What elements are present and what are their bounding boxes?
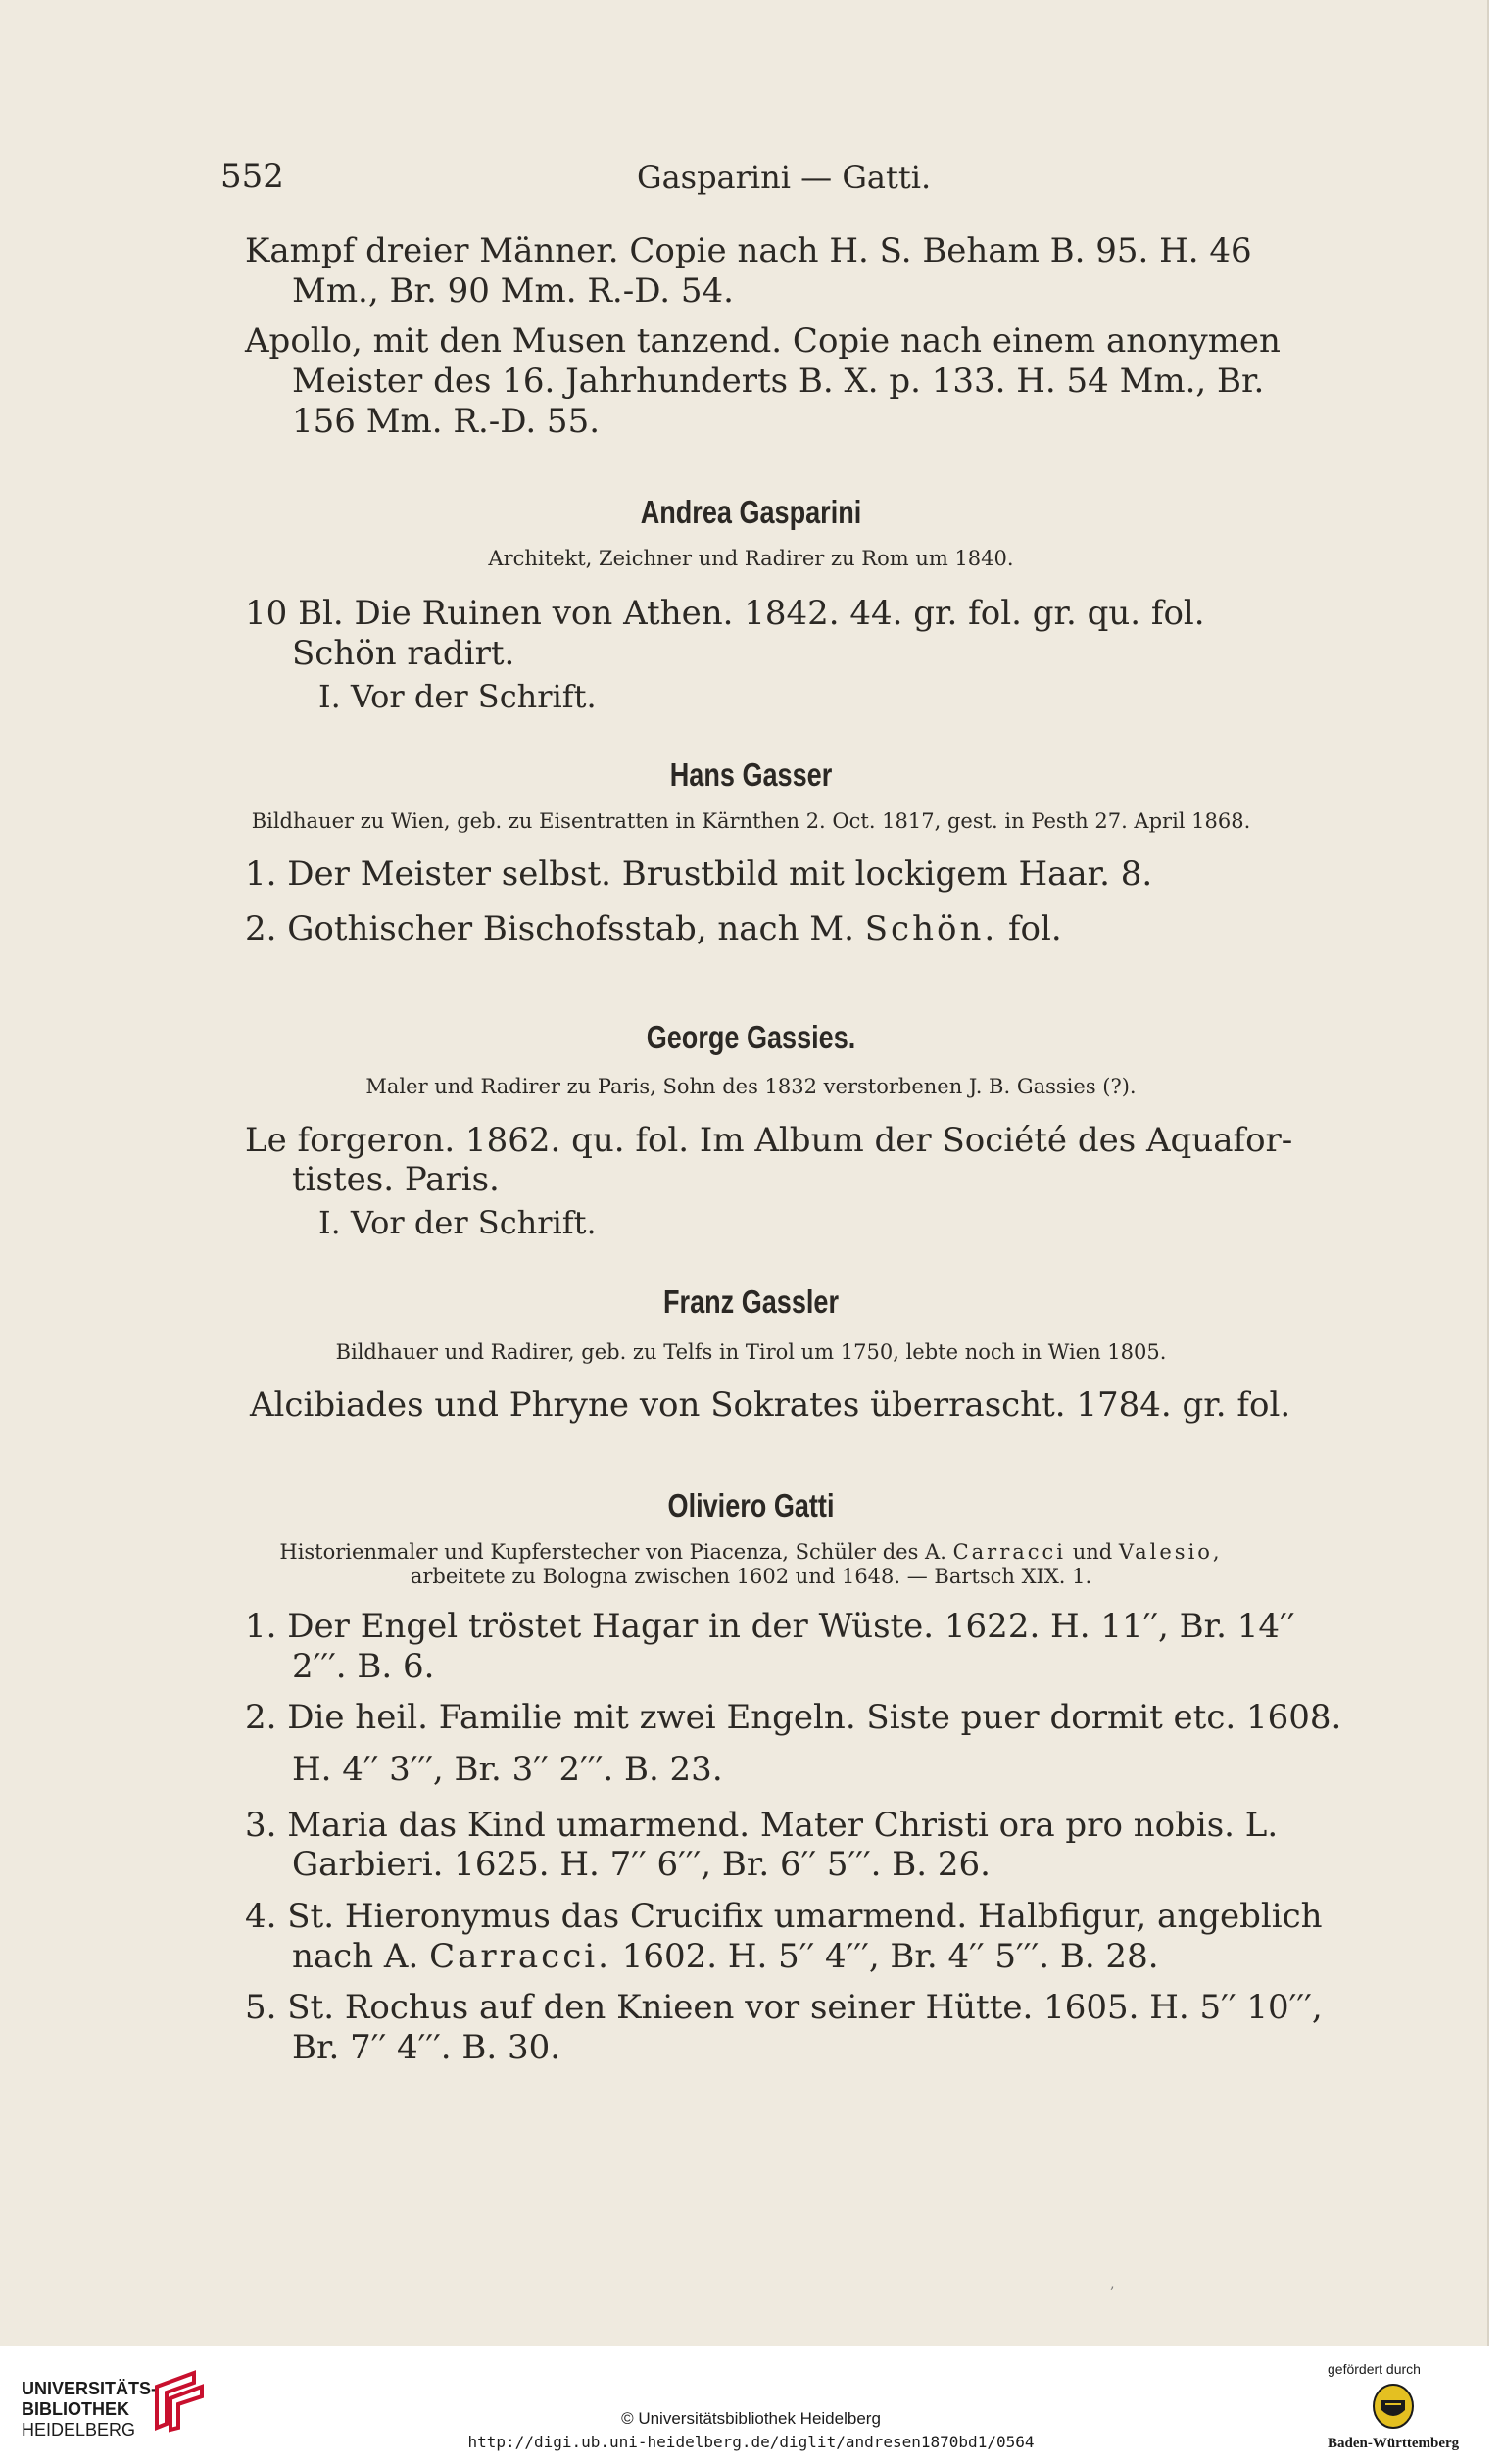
gatti-bio-und: und [1072, 1540, 1113, 1564]
entry-6-line3: 156 Mm. R.-D. 55. [292, 402, 601, 441]
logo-line-3: HEIDELBERG [22, 2420, 136, 2440]
artist-bio-gassies: Maler und Radirer zu Paris, Sohn des 1832 verstorbenen J. B. Gassies (?). [365, 1075, 1137, 1098]
gatti-entry-1-line2: 2′′′. B. 6. [292, 1647, 435, 1686]
page-number: 552 [220, 157, 284, 196]
gasser-entry-2 [245, 909, 1062, 948]
artist-bio-gassler: Bildhauer und Radirer, geb. zu Telfs in Tirol um 1750, lebte noch in Wien 1805. [335, 1340, 1167, 1364]
gatti-entry-4-details: 1602. H. 5′′ 4′′′, Br. 4′′ 5′′′. B. 28. [621, 1937, 1159, 1976]
gatti-entry-2-line2: H. 4′′ 3′′′, Br. 3′′ 2′′′. B. 23. [292, 1750, 723, 1789]
coat-of-arms-icon [1372, 2383, 1415, 2430]
gasser-entry-1: 1. Der Meister selbst. Brustbild mit lockigem Haar. 8. [245, 854, 1153, 894]
gatti-entry-3-line2: Garbieri. 1625. H. 7′′ 6′′′, Br. 6′′ 5′′′. B. 26. [292, 1845, 991, 1884]
gassies-line1: Le forgeron. 1862. qu. fol. Im Album der Société des Aquafor- [245, 1121, 1293, 1160]
entry-5-line1: Kampf dreier Männer. Copie nach H. S. Beham B. 95. H. 46 [245, 231, 1252, 270]
gatti-entry-5-line1: 5. St. Rochus auf den Knieen vor seiner Hütte. 1605. H. 5′′ 10′′′, [245, 1988, 1323, 2027]
artist-bio-gatti-line2: arbeitete zu Bologna zwischen 1602 und 1648. — Bartsch XIX. 1. [410, 1565, 1092, 1588]
gatti-entry-4-line1: 4. St. Hieronymus das Crucifix umarmend. Halbfigur, angeblich [245, 1897, 1323, 1936]
copyright-notice: © Universitätsbibliothek Heidelberg [621, 2409, 881, 2428]
gatti-entry-2-line1: 2. Die heil. Familie mit zwei Engeln. Siste puer dormit etc. 1608. [245, 1698, 1342, 1737]
artist-bio-gasser: Bildhauer zu Wien, geb. zu Eisentratten in Kärnthen 2. Oct. 1817, gest. in Pesth 27. April 1868. [251, 809, 1251, 833]
artist-name-gasparini: Andrea Gasparini [640, 494, 862, 530]
gatti-entry-4-text: nach A. [292, 1937, 419, 1976]
funder-name: Baden-Württemberg [1328, 2436, 1460, 2451]
logo-line-2: BIBLIOTHEK [22, 2399, 129, 2419]
gasparini-line1: 10 Bl. Die Ruinen von Athen. 1842. 44. gr. fol. gr. qu. fol. [245, 594, 1205, 633]
gassler-line1: Alcibiades und Phryne von Sokrates überrascht. 1784. gr. fol. [250, 1385, 1291, 1425]
gatti-bio-carracci: Carracci [952, 1540, 1067, 1564]
gatti-bio-text: Historienmaler und Kupferstecher von Piacenza, Schüler des A. [279, 1540, 946, 1564]
funded-by-label: gefördert durch [1328, 2361, 1421, 2377]
gasser-entry-2-text: 2. Gothischer Bischofsstab, nach M. [245, 909, 854, 948]
gasparini-line2: Schön radirt. [292, 634, 515, 673]
artist-bio-gatti-line1 [0, 1540, 1502, 1564]
gatti-entry-1-line1: 1. Der Engel tröstet Hagar in der Wüste. 1622. H. 11′′, Br. 14′′ [245, 1607, 1295, 1646]
entry-6-line2: Meister des 16. Jahrhunderts B. X. p. 133. H. 54 Mm., Br. [292, 362, 1265, 401]
stray-mark: ‚ [1110, 2276, 1115, 2292]
artist-name-gatti: Oliviero Gatti [667, 1487, 835, 1523]
gasser-entry-2-format: fol. [1007, 909, 1062, 948]
gassies-line2: tistes. Paris. [292, 1160, 500, 1199]
gatti-entry-3-line1: 3. Maria das Kind umarmend. Mater Christi ora pro nobis. L. [245, 1806, 1279, 1845]
artist-name-gassler: Franz Gassler [663, 1283, 839, 1320]
permalink-url[interactable]: http://digi.ub.uni-heidelberg.de/diglit/andresen1870bd1/0564 [467, 2433, 1035, 2451]
gasser-entry-2-artist: Schön. [864, 909, 998, 948]
running-head: Gasparini — Gatti. [637, 159, 932, 196]
artist-bio-gasparini: Architekt, Zeichner und Radirer zu Rom um 1840. [488, 547, 1014, 570]
logo-line-1: UNIVERSITÄTS- [22, 2379, 158, 2398]
artist-name-gassies: George Gassies. [646, 1019, 856, 1055]
gatti-entry-4-artist: Carracci. [429, 1937, 611, 1976]
gasparini-state: I. Vor der Schrift. [318, 678, 597, 715]
entry-5-line2: Mm., Br. 90 Mm. R.-D. 54. [292, 271, 734, 311]
gatti-entry-4-line2 [292, 1937, 1159, 1976]
gatti-entry-5-line2: Br. 7′′ 4′′′. B. 30. [292, 2028, 561, 2067]
entry-6-line1: Apollo, mit den Musen tanzend. Copie nach einem anonymen [245, 321, 1281, 361]
gatti-bio-valesio: Valesio, [1118, 1540, 1223, 1564]
artist-name-gasser: Hans Gasser [669, 756, 833, 793]
gassies-state: I. Vor der Schrift. [318, 1204, 597, 1241]
